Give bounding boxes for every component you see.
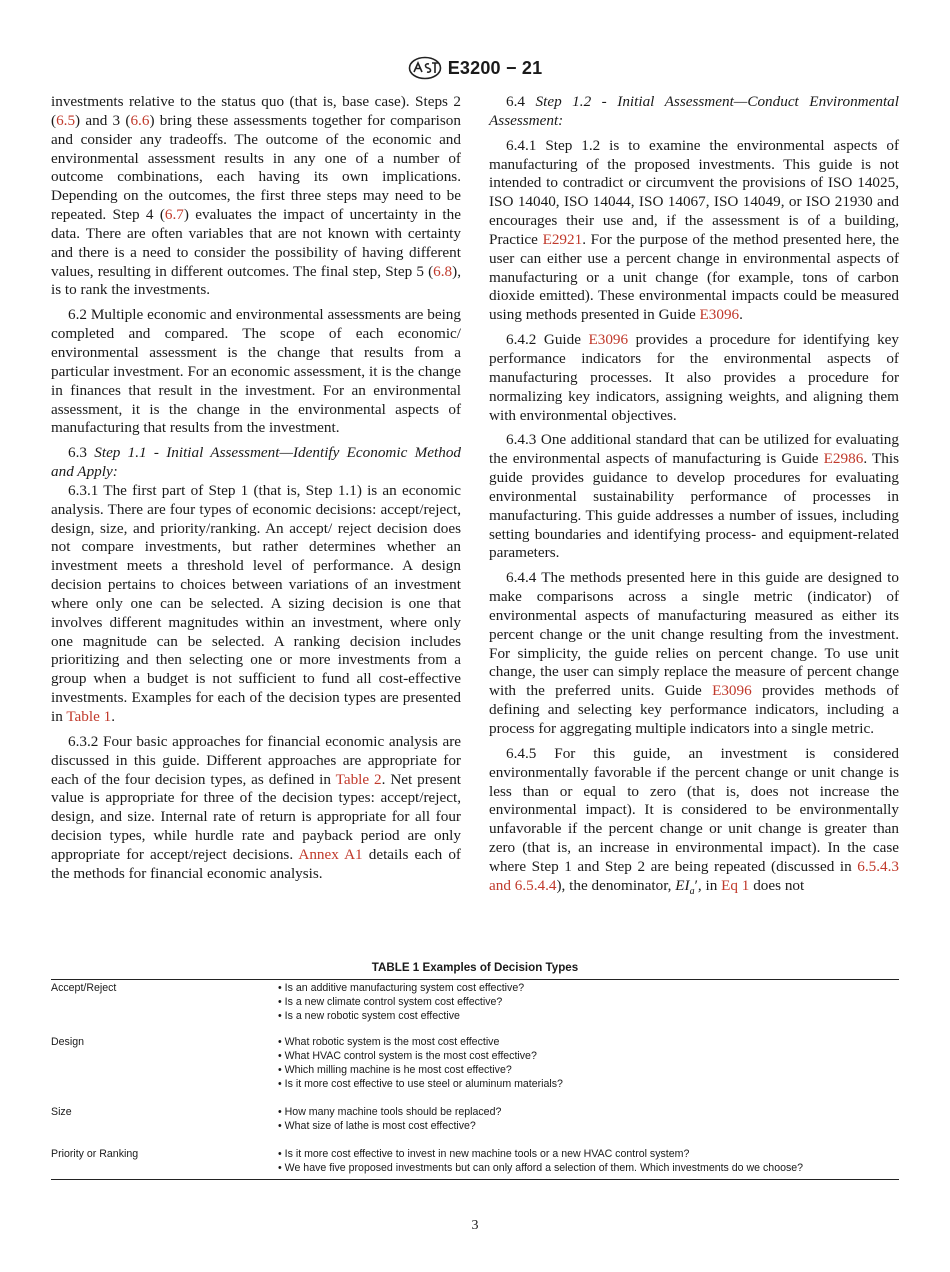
section-link[interactable]: 6.6 <box>130 111 150 129</box>
astm-logo-icon <box>408 56 442 80</box>
table-row <box>51 980 899 1036</box>
section-link[interactable]: 6.7 <box>164 206 184 224</box>
list-item: • What robotic system is the most cost effective <box>278 1036 899 1050</box>
table-row-category: Design <box>51 1036 84 1048</box>
table-link[interactable]: Table 2 <box>335 770 382 788</box>
section-heading: 6.4 Step 1.2 - Initial Assessment—Conduct Environmental Assessment: <box>489 93 899 129</box>
table-title: TABLE 1 Examples of Decision Types <box>371 961 579 974</box>
list-item: • We have five proposed investments but can only afford a selection of them. Which investments do we choose? <box>278 1162 899 1176</box>
section-heading: 6.3 Step 1.1 - Initial Assessment—Identify Economic Method and Apply: <box>51 444 462 481</box>
standard-link[interactable]: E3096 <box>588 331 629 349</box>
table-row-items <box>278 1148 899 1179</box>
paragraph: 6.4.5 For this guide, an investment is considered environmentally favorable if the percent change or unit change is less than or equal to zero (that is, does not increase the environmental impact). It is considered to be environmentally unfavorable if the percent change or unit change is greater than zero (that is, an increase in environmental impact). In the case where Step 1 and Step 2 are being repeated (discussed in 6.5.4.3 and 6.5.4.4), the denominator, $EI_a'$, in Eq 1 does not <box>489 744 899 897</box>
standard-link[interactable]: E3096 <box>712 682 752 700</box>
table-row-items <box>278 1106 899 1148</box>
paragraph: 6.4.3 One additional standard that can be utilized for evaluating the environmental aspects of manufacturing is Guide E2986. This guide provides guidance to develop procedures for evaluating environmental sustainability performance of processes in manufacturing. This guide addresses a number of issues, including setting boundaries and identifying process- and equipment-related parameters. <box>489 431 899 562</box>
table-row-items <box>278 1036 899 1106</box>
equation-link[interactable]: Eq 1 <box>721 876 750 894</box>
page-number: 3 <box>471 1218 479 1233</box>
table-row-category: Accept/Reject <box>51 982 117 994</box>
document-id: E3200 − 21 <box>447 57 543 78</box>
paragraph: 6.4.1 Step 1.2 is to examine the environmental aspects of manufacturing of the proposed investments. This guide is not intended to contradict or circumvent the provisions of ISO 14025, ISO 14040, ISO 14044, ISO 14067, ISO 14049, or ISO 21930 and encourages their use and, if the assessment is of a building, Practice E2921. For the purpose of the method presented here, the user can either use a percent change in environmental aspects of manufacturing or a unit change (for example, tons of carbon dioxide emitted). These environmental impacts could be measured using methods presented in Guide E3096. <box>489 136 899 324</box>
paragraph: 6.4.4 The methods presented here in this guide are designed to make comparisons across a single metric (indicator) of environmental aspects of manufacturing measured as either its percent change or the unit change resulting from the investment. For simplicity, the guide relies on percent change. To use unit change, the user can simply replace the measure of percent change with the preferred units. Guide E3096 provides methods of defining and selecting key performance indicators, including a process for aggregating multiple indicators into a single metric. <box>489 569 899 737</box>
table-row <box>51 1106 899 1148</box>
list-item: • Is it more cost effective to use steel or aluminum materials? <box>278 1078 899 1092</box>
decision-types-table <box>51 960 899 1180</box>
table-row <box>51 1148 899 1179</box>
list-item: • What size of lathe is most cost effective? <box>278 1120 899 1134</box>
table-row <box>51 1036 899 1106</box>
left-column <box>51 93 461 890</box>
list-item: • Is an additive manufacturing system cost effective? <box>278 982 899 996</box>
list-item: • What HVAC control system is the most cost effective? <box>278 1050 899 1064</box>
paragraph: 6.4.2 Guide E3096 provides a procedure for identifying key performance indicators for the environmental aspects of manufacturing processes. It also provides a procedure for normalizing key indicators, assigning weights, and aligning them with environmental objectives. <box>489 331 899 424</box>
list-item: • Which milling machine is he most cost effective? <box>278 1064 899 1078</box>
paragraph: investments relative to the status quo (that is, base case). Steps 2 (6.5) and 3 (6.6) bring these assessments together for comparison and consider any tradeoffs. The outcome of the economic and environmental assessment results in any one of a number of outcome combinations, each having its own implications. Depending on the outcomes, the first three steps may need to be repeated. Step 4 (6.7) evaluates the impact of uncertainty in the data. There are often variables that are not known with certainty and there is a need to consider the possibility of having different values, resulting in different outcomes. The final step, Step 5 (6.8), is to rank the investments. <box>51 93 461 299</box>
table-row-category: Size <box>51 1106 72 1118</box>
table-row-category: Priority or Ranking <box>51 1148 139 1160</box>
list-item: • How many machine tools should be replaced? <box>278 1106 899 1120</box>
paragraph: 6.2 Multiple economic and environmental assessments are being completed and compared. The scope of each economic/ environmental assessment is the change that results from a particular investment. For an economic assessment, it is the change in finances that result in the investment. For an environmental assessment, it is the change in the environmental aspects of manufacturing that results from the investment. <box>51 306 461 437</box>
table-bottom-rule <box>51 1179 899 1180</box>
paragraph: 6.3.1 The first part of Step 1 (that is, Step 1.1) is an economic analysis. There are four types of economic decisions: accept/reject, design, size, and priority/ranking. An accept/ reject decision does not compare investments, but rather determines whether an investment meets a threshold level of performance. A design decision pertains to choices between variations of an investment where only one can be selected. A sizing decision is one that involves different magnitudes within an investment, where only one magnitude can be selected. A ranking decision includes prioritizing and then selecting one or more investments from a group when a budget is not sufficient to fund all cost-effective investments. Examples for each of the decision types are presented in Table 1. <box>51 481 461 725</box>
list-item: • Is it more cost effective to invest in new machine tools or a new HVAC control system? <box>278 1148 899 1162</box>
list-item: • Is a new climate control system cost effective? <box>278 996 899 1010</box>
page-header <box>0 54 950 82</box>
standard-link[interactable]: E3096 <box>699 306 740 324</box>
table-row-items <box>278 982 899 1036</box>
paragraph: 6.3.2 Four basic approaches for financial economic analysis are discussed in this guide. Different approaches are appropriate for each of the four decision types, as defined in Table 2. Net present value is appropriate for three of the decision types: accept/reject, design, and size. Internal rate of return is appropriate for all four decision types, while hurdle rate and payback period are only appropriate for accept/reject decisions. Annex A1 details each of the methods for financial economic analysis. <box>51 732 462 882</box>
section-link[interactable]: 6.5 <box>56 111 76 129</box>
list-item: • Is a new robotic system cost effective <box>278 1010 899 1024</box>
standard-link[interactable]: E2921 <box>542 230 583 248</box>
section-link[interactable]: 6.8 <box>433 262 453 280</box>
standard-link[interactable]: E2986 <box>823 450 864 468</box>
variable-ei: EI <box>675 876 690 894</box>
section-link[interactable]: 6.5.4.3 and 6.5.4.4 <box>489 857 899 894</box>
right-column <box>489 93 899 908</box>
table-link[interactable]: Table 1 <box>66 708 112 725</box>
annex-link[interactable]: Annex A1 <box>298 845 363 863</box>
